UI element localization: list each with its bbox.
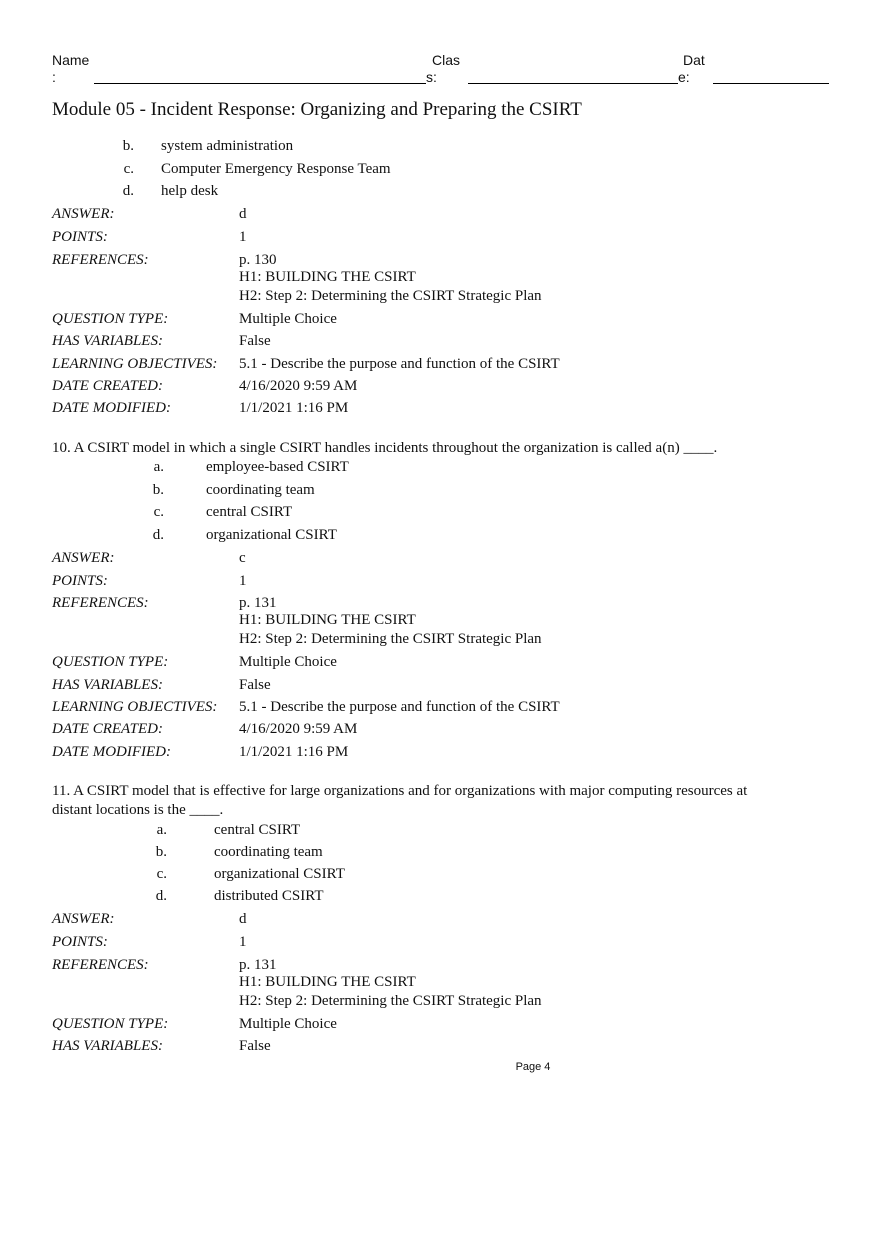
- references-label: REFERENCES:: [52, 957, 149, 973]
- option-text: organizational CSIRT: [206, 527, 337, 543]
- date-modified-label: DATE MODIFIED:: [52, 400, 171, 416]
- has-variables-label: HAS VARIABLES:: [52, 333, 163, 349]
- option-text: help desk: [161, 183, 219, 199]
- option-letter: b.: [155, 844, 167, 860]
- points-value: 1: [239, 229, 247, 245]
- option-text: central CSIRT: [206, 504, 293, 520]
- learning-objectives-label: LEARNING OBJECTIVES:: [52, 699, 218, 715]
- option-text: employee-based CSIRT: [206, 459, 349, 475]
- date-created-value: 4/16/2020 9:59 AM: [239, 378, 358, 394]
- option-text: system administration: [161, 138, 294, 154]
- points-label: POINTS:: [52, 934, 108, 950]
- class-label: Clas: [432, 52, 461, 68]
- question-type-value: Multiple Choice: [239, 654, 337, 670]
- reference-h1: H1: BUILDING THE CSIRT: [239, 974, 416, 990]
- name-field-line: [94, 83, 426, 84]
- question-type-label: QUESTION TYPE:: [52, 654, 169, 670]
- date-created-label: DATE CREATED:: [52, 721, 163, 737]
- reference-page: p. 130: [239, 252, 277, 268]
- option-letter: c.: [156, 866, 167, 882]
- reference-h1: H1: BUILDING THE CSIRT: [239, 612, 416, 628]
- name-label-colon: :: [52, 69, 56, 85]
- option-letter: a.: [156, 822, 167, 838]
- option-text: organizational CSIRT: [214, 866, 345, 882]
- option-letter: d.: [152, 527, 164, 543]
- answer-value: d: [239, 911, 247, 927]
- learning-objectives-label: LEARNING OBJECTIVES:: [52, 356, 218, 372]
- option-text: distributed CSIRT: [214, 888, 324, 904]
- option-letter: c.: [153, 504, 164, 520]
- option-letter: a.: [153, 459, 164, 475]
- has-variables-value: False: [239, 333, 271, 349]
- class-label-suffix: s:: [426, 69, 437, 85]
- learning-objectives-value: 5.1 - Describe the purpose and function of the CSIRT: [239, 356, 560, 372]
- option-letter: d.: [155, 888, 167, 904]
- reference-h2: H2: Step 2: Determining the CSIRT Strategic Plan: [239, 288, 542, 304]
- reference-h2: H2: Step 2: Determining the CSIRT Strategic Plan: [239, 631, 542, 647]
- answer-label: ANSWER:: [52, 206, 115, 222]
- has-variables-value: False: [239, 677, 271, 693]
- learning-objectives-value: 5.1 - Describe the purpose and function of the CSIRT: [239, 699, 560, 715]
- question-type-label: QUESTION TYPE:: [52, 1016, 169, 1032]
- date-label-suffix: e:: [678, 69, 690, 85]
- name-label: Name: [52, 52, 90, 68]
- question-11-text-line-1: 11. A CSIRT model that is effective for large organizations and for organizations with major computing resources at: [52, 783, 748, 799]
- answer-label: ANSWER:: [52, 550, 115, 566]
- date-label: Dat: [683, 52, 705, 68]
- date-modified-label: DATE MODIFIED:: [52, 744, 171, 760]
- option-letter: d.: [122, 183, 134, 199]
- references-label: REFERENCES:: [52, 595, 149, 611]
- has-variables-label: HAS VARIABLES:: [52, 1038, 163, 1054]
- reference-h2: H2: Step 2: Determining the CSIRT Strategic Plan: [239, 993, 542, 1009]
- date-created-label: DATE CREATED:: [52, 378, 163, 394]
- has-variables-value: False: [239, 1038, 271, 1054]
- date-modified-value: 1/1/2021 1:16 PM: [239, 400, 349, 416]
- answer-value: c: [239, 550, 246, 566]
- option-letter: b.: [152, 482, 164, 498]
- option-text: coordinating team: [214, 844, 323, 860]
- points-value: 1: [239, 934, 247, 950]
- page-number: Page 4: [515, 1061, 551, 1073]
- question-type-label: QUESTION TYPE:: [52, 311, 169, 327]
- page-title: Module 05 - Incident Response: Organizing and Preparing the CSIRT: [52, 99, 582, 120]
- references-label: REFERENCES:: [52, 252, 149, 268]
- option-letter: b.: [122, 138, 134, 154]
- points-label: POINTS:: [52, 573, 108, 589]
- date-field-line: [713, 83, 829, 84]
- date-modified-value: 1/1/2021 1:16 PM: [239, 744, 349, 760]
- option-text: central CSIRT: [214, 822, 301, 838]
- points-value: 1: [239, 573, 247, 589]
- option-text: coordinating team: [206, 482, 315, 498]
- answer-label: ANSWER:: [52, 911, 115, 927]
- option-letter: c.: [123, 161, 134, 177]
- date-created-value: 4/16/2020 9:59 AM: [239, 721, 358, 737]
- reference-page: p. 131: [239, 957, 277, 973]
- option-text: Computer Emergency Response Team: [161, 161, 391, 177]
- answer-value: d: [239, 206, 247, 222]
- reference-h1: H1: BUILDING THE CSIRT: [239, 269, 416, 285]
- question-type-value: Multiple Choice: [239, 1016, 337, 1032]
- question-type-value: Multiple Choice: [239, 311, 337, 327]
- has-variables-label: HAS VARIABLES:: [52, 677, 163, 693]
- points-label: POINTS:: [52, 229, 108, 245]
- question-10-text: 10. A CSIRT model in which a single CSIRT handles incidents throughout the organization is called a(n) ____.: [52, 440, 718, 456]
- class-field-line: [468, 83, 678, 84]
- question-11-text-line-2: distant locations is the ____.: [52, 802, 224, 818]
- reference-page: p. 131: [239, 595, 277, 611]
